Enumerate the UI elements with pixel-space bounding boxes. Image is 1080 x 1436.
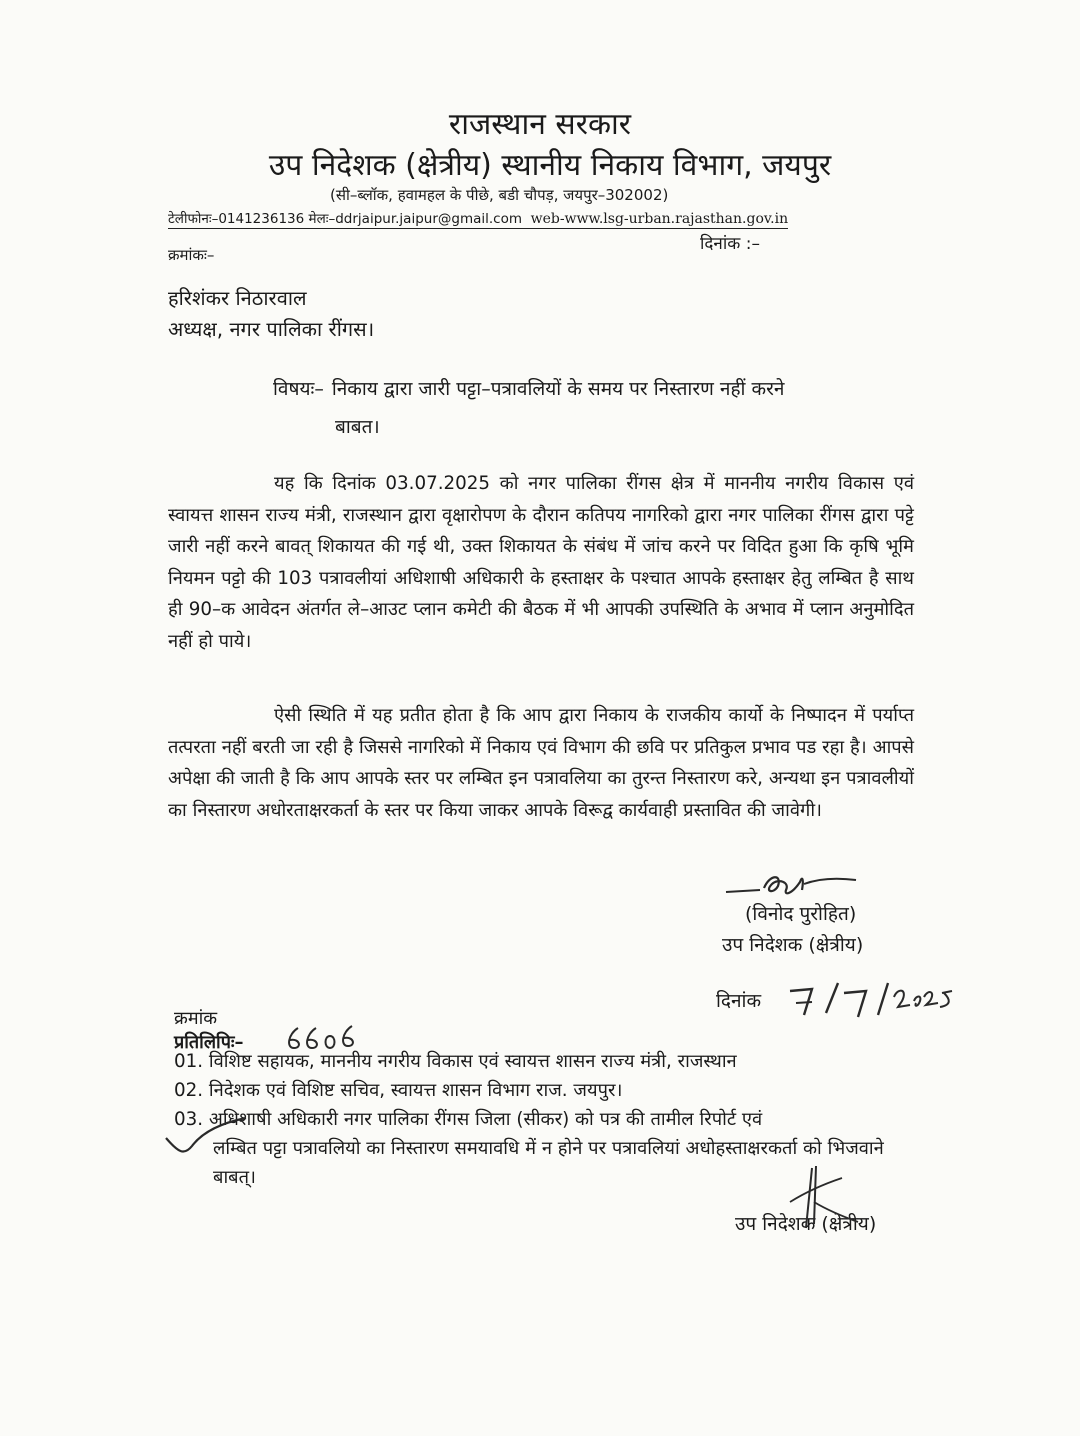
date-label-top: दिनांक :–: [700, 234, 760, 254]
government-title: राजस्थान सरकार: [448, 107, 632, 142]
copy-item-text: अधिशाषी अधिकारी नगर पालिका रींगस जिला (सीकर) को पत्र की तामील रिपोर्ट एवं: [208, 1109, 763, 1130]
signatory-designation: उप निदेशक (क्षेत्रीय): [722, 934, 864, 956]
body-paragraph-1: यह कि दिनांक 03.07.2025 को नगर पालिका रींगस क्षेत्र में माननीय नगरीय विकास एवं स्वायत्त शासन राज्य मंत्री, राजस्थान द्वारा वृक्षारोपण के दौरान कतिपय नागरिको द्वारा नगर पालिका रींगस द्वारा पट्टे जारी नहीं करने बावत् शिकायत की गई थी, उक्त शिकायत के संबंध में जांच करने पर विदित हुआ कि कृषि भूमि नियमन पट्टो की 103 पत्रावलीयां अधिशाषी अधिकारी के हस्ताक्षर के पश्चात आपके हस्ताक्षर हेतु लम्बित है साथ ही 90–क आवेदन अंतर्गत ले–आउट प्लान कमेटी की बैठक में भी आपकी उपस्थिति के अभाव में प्लान अनुमोदित नहीं हो पाये।: [168, 473, 914, 652]
copy-item: [174, 1047, 919, 1076]
dispatch-date-label: दिनांक: [716, 990, 762, 1012]
signatory-name: (विनोद पुरोहित): [745, 903, 857, 925]
copy-item-number: 01.: [174, 1051, 204, 1072]
recipient-designation: अध्यक्ष, नगर पालिका रींगस।: [168, 317, 375, 341]
email-address: मेलः–ddrjaipur.jaipur@gmail.com: [308, 211, 522, 227]
body-paragraph-2: ऐसी स्थिति में यह प्रतीत होता है कि आप द्वारा निकाय के राजकीय कार्यो के निष्पादन में पर्याप्त तत्परता नहीं बरती जा रही है जिससे नागरिको में निकाय एवं विभाग की छवि पर प्रतिकुल प्रभाव पड रहा है। आपसे अपेक्षा की जाती है कि आप आपके स्तर पर लम्बित इन पत्रावलिया का तुरन्त निस्तारण करे, अन्यथा इन पत्रावलीयों का निस्तारण अधोरताक्षरकर्ता के स्तर पर किया जाकर आपके विरूद्व कार्यवाही प्रस्तावित की जावेगी।: [168, 705, 914, 821]
handwritten-date-icon: [782, 975, 962, 1025]
copy-item: [174, 1076, 919, 1105]
recipient-name: हरिशंकर निठारवाल: [168, 286, 307, 310]
initials-scribble-icon: [784, 1162, 864, 1232]
subject-block: [273, 370, 933, 446]
copy-item-text: निदेशक एवं विशिष्ट सचिव, स्वायत्त शासन विभाग राज. जयपुर।: [208, 1080, 623, 1101]
copy-item-text: विशिष्ट सहायक, माननीय नगरीय विकास एवं स्वायत्त शासन राज्य मंत्री, राजस्थान: [208, 1051, 737, 1072]
website-url: web-www.lsg-urban.rajasthan.gov.in: [530, 211, 789, 227]
subject-line-1: निकाय द्वारा जारी पट्टा–पत्रावलियों के समय पर निस्तारण नहीं करने: [331, 378, 785, 400]
copy-item-number: 03.: [174, 1109, 204, 1130]
reference-label-top: क्रमांकः–: [168, 246, 215, 264]
copy-item-number: 02.: [174, 1080, 204, 1101]
pen-tick-mark-icon: [160, 1112, 250, 1162]
subject-line-2: बाबत।: [335, 416, 380, 438]
subject-label: विषयः–: [273, 378, 324, 400]
phone-number: टेलीफोनः–0141236136: [168, 211, 305, 227]
reference-label-bottom: क्रमांक: [174, 1008, 218, 1029]
final-designation: उप निदेशक (क्षेत्रीय): [735, 1213, 877, 1235]
copy-item-continuation: लम्बित पट्टा पत्रावलियो का निस्तारण समयावधि में न होने पर पत्रावलियां अधोहस्ताक्षरकर्ता को भिजवाने बाबत्।: [213, 1138, 884, 1188]
office-address: (सी–ब्लॉक, हवामहल के पीछे, बडी चौपड़, जयपुर–302002): [330, 186, 669, 204]
dispatch-date-row: [716, 987, 761, 1013]
copy-to-label: प्रतिलिपिः–: [174, 1032, 244, 1053]
department-title: उप निदेशक (क्षेत्रीय) स्थानीय निकाय विभाग, जयपुर: [268, 148, 832, 183]
contact-line: [168, 209, 788, 229]
